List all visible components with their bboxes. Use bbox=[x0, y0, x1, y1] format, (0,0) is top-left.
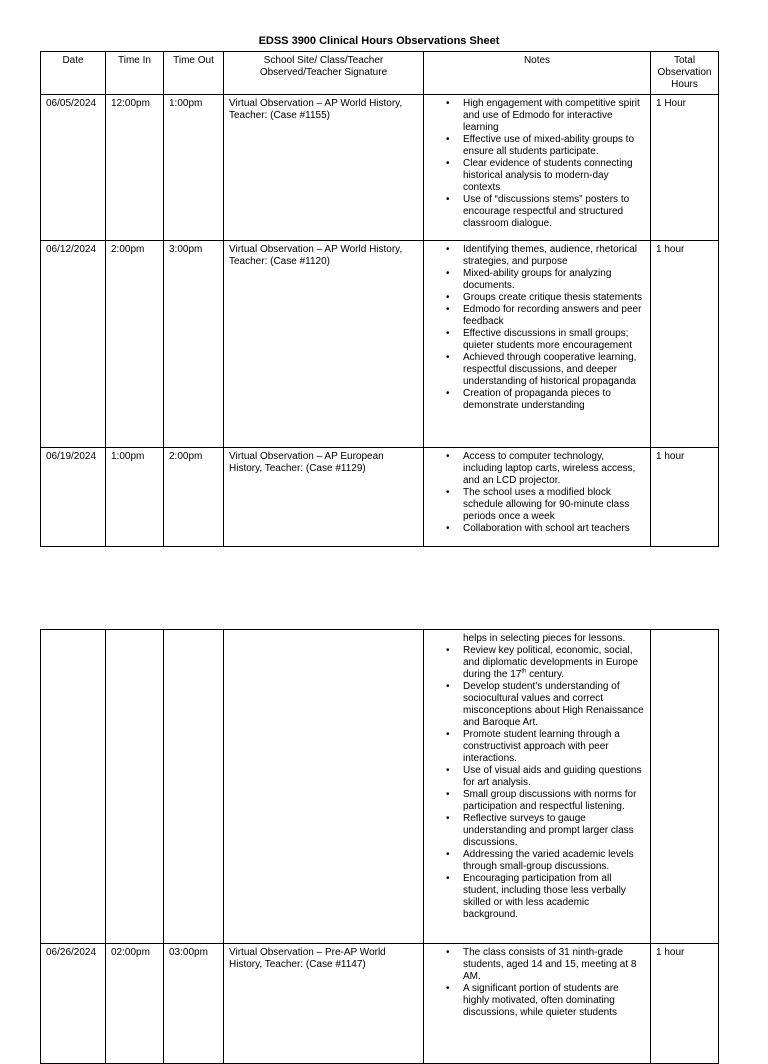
row-date: 06/19/2024 bbox=[41, 448, 106, 547]
list-item: • Edmodo for recording answers and peer feedback bbox=[463, 304, 645, 328]
notes-list bbox=[429, 244, 645, 412]
table-header-row bbox=[41, 52, 719, 95]
row-total: 1 hour bbox=[651, 944, 719, 1064]
row-total bbox=[651, 630, 719, 944]
row-date: 06/05/2024 bbox=[41, 95, 106, 241]
row-time-out: 2:00pm bbox=[164, 448, 224, 547]
list-item bbox=[463, 645, 645, 681]
continued-note-text: helps in selecting pieces for lessons. bbox=[463, 633, 626, 644]
row-notes bbox=[424, 944, 651, 1064]
list-item: • Achieved through cooperative learning, respectful discussions, and deeper understanding of historical propaganda bbox=[463, 352, 645, 388]
row-time-in: 02:00pm bbox=[106, 944, 164, 1064]
row-notes bbox=[424, 95, 651, 241]
row-site: Virtual Observation – AP World History, Teacher: (Case #1120) bbox=[224, 241, 424, 448]
list-item: • Identifying themes, audience, rhetorical strategies, and purpose bbox=[463, 244, 645, 268]
list-item: • Promote student learning through a constructivist approach with peer interactions. bbox=[463, 729, 645, 765]
page-title: EDSS 3900 Clinical Hours Observations Sheet bbox=[258, 35, 500, 47]
row-notes bbox=[424, 241, 651, 448]
table-row bbox=[41, 448, 719, 547]
row-total: 1 hour bbox=[651, 241, 719, 448]
list-item: • Collaboration with school art teachers bbox=[463, 523, 645, 535]
row-date: 06/12/2024 bbox=[41, 241, 106, 448]
table-row bbox=[41, 241, 719, 448]
table-row bbox=[41, 95, 719, 241]
row-notes bbox=[424, 448, 651, 547]
list-item: • Groups create critique thesis statements bbox=[463, 292, 645, 304]
note-text: Review key political, economic, social, and diplomatic developments in Europe during the 17 bbox=[463, 645, 639, 680]
notes-list bbox=[429, 451, 645, 535]
list-item: • Encouraging participation from all student, including those less verbally skilled or with less academic background. bbox=[463, 873, 645, 921]
list-item: • Mixed-ability groups for analyzing documents. bbox=[463, 268, 645, 292]
list-item: • Effective discussions in small groups; quieter students more encouragement bbox=[463, 328, 645, 352]
row-time-in: 2:00pm bbox=[106, 241, 164, 448]
row-time-out: 3:00pm bbox=[164, 241, 224, 448]
list-item: • A significant portion of students are highly motivated, often dominating discussions, while quieter students bbox=[463, 983, 645, 1019]
row-time-in bbox=[106, 630, 164, 944]
list-item: • Use of visual aids and guiding questions for art analysis. bbox=[463, 765, 645, 789]
list-item: • Clear evidence of students connecting historical analysis to modern-day contexts bbox=[463, 158, 645, 194]
header-time-in: Time In bbox=[106, 52, 164, 95]
notes-list bbox=[429, 98, 645, 230]
list-item: • The class consists of 31 ninth-grade students, aged 14 and 15, meeting at 8 AM. bbox=[463, 947, 645, 983]
table-row bbox=[41, 630, 719, 944]
row-time-out: 03:00pm bbox=[164, 944, 224, 1064]
list-item: • Creation of propaganda pieces to demonstrate understanding bbox=[463, 388, 645, 412]
observations-table bbox=[40, 51, 719, 547]
list-item: • High engagement with competitive spirit and use of Edmodo for interactive learning bbox=[463, 98, 645, 134]
table-row bbox=[41, 944, 719, 1064]
list-item: • Use of “discussions stems” posters to encourage respectful and structured classroom dialogue. bbox=[463, 194, 645, 230]
header-time-out: Time Out bbox=[164, 52, 224, 95]
superscript: th bbox=[521, 668, 527, 675]
list-item: • The school uses a modified block schedule allowing for 90-minute class periods once a week bbox=[463, 487, 645, 523]
row-site: Virtual Observation – AP European History, Teacher: (Case #1129) bbox=[224, 448, 424, 547]
header-site: School Site/ Class/Teacher Observed/Teacher Signature bbox=[224, 52, 424, 95]
list-item: • Reflective surveys to gauge understanding and prompt larger class discussions. bbox=[463, 813, 645, 849]
row-time-in: 12:00pm bbox=[106, 95, 164, 241]
list-item: • Develop student’s understanding of sociocultural values and correct misconceptions about High Renaissance and Baroque Art. bbox=[463, 681, 645, 729]
row-date bbox=[41, 630, 106, 944]
list-item: • Access to computer technology, including laptop carts, wireless access, and an LCD projector. bbox=[463, 451, 645, 487]
row-date: 06/26/2024 bbox=[41, 944, 106, 1064]
notes-list bbox=[429, 645, 645, 921]
observations-table-continued bbox=[40, 629, 719, 1064]
row-total: 1 hour bbox=[651, 448, 719, 547]
header-notes: Notes bbox=[424, 52, 651, 95]
notes-list bbox=[429, 947, 645, 1019]
list-item: • Small group discussions with norms for participation and respectful listening. bbox=[463, 789, 645, 813]
row-site: Virtual Observation – Pre-AP World History, Teacher: (Case #1147) bbox=[224, 944, 424, 1064]
row-notes bbox=[424, 630, 651, 944]
row-total: 1 Hour bbox=[651, 95, 719, 241]
row-site bbox=[224, 630, 424, 944]
header-total: Total Observation Hours bbox=[651, 52, 719, 95]
row-time-out bbox=[164, 630, 224, 944]
list-item: • Addressing the varied academic levels through small-group discussions. bbox=[463, 849, 645, 873]
row-time-in: 1:00pm bbox=[106, 448, 164, 547]
note-text-tail: century. bbox=[526, 669, 565, 680]
row-site: Virtual Observation – AP World History, Teacher: (Case #1155) bbox=[224, 95, 424, 241]
header-date: Date bbox=[41, 52, 106, 95]
row-time-out: 1:00pm bbox=[164, 95, 224, 241]
list-item: • Effective use of mixed-ability groups to ensure all students participate. bbox=[463, 134, 645, 158]
